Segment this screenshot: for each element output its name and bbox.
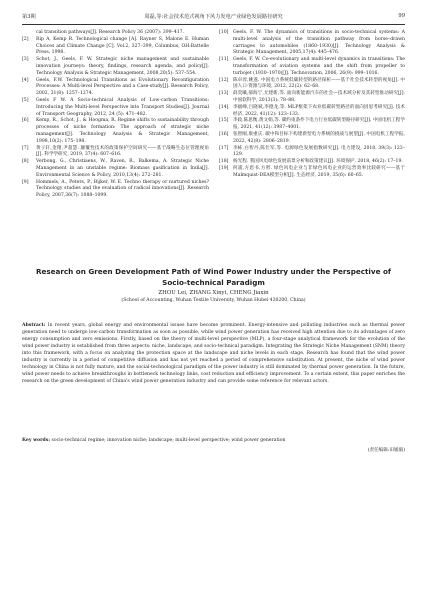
editor-note: (责任编辑:田媛毅): [367, 448, 405, 453]
reference-item: [15] 李政,陈思衡,黄文娟,等. 碳约束条件下电力行业低碳转型路径研究[J]. 中国电机工程学报, 2021, 41(12): 3987–4001.: [219, 118, 405, 131]
paper-title-line-1: Research on Green Development Path of Wind Power Industry under the Perspective of: [35, 267, 392, 276]
reference-item: [3] Schot, J., Geels, F. W. Strategic niche management and sustainable innovation journeys: theory, findings, research agenda, and policy[J]. Technology Analysis & Strategic Management, 2008,20(5): 537–554.: [22, 57, 209, 76]
issue-label: 第3期: [22, 14, 36, 20]
english-title-block: [22, 267, 405, 303]
abstract-label: Abstract:: [22, 323, 46, 328]
keywords-text: socio-technical regime; innovation niche; landscape; multi-level perspective; wind power generation: [51, 438, 286, 443]
abstract: [22, 322, 405, 385]
reference-item: cal transition pathways[J]. Research Policy 36 (2007): 399–417.: [36, 30, 185, 35]
reference-item: [18] 杨光程. 我国风电绿色发展前景分析和政策建议[J]. 环境保护, 2018, 46(2): 17–19.: [219, 159, 403, 165]
reference-item: [6] Kemp, R., Schot, J., & Hoogma, R. Regime shifts to sustainability through processes of niche formation: The approach of strategic niche management[J]. Technology Analysis & Strategic Management, 1998,10(2): 175–198.: [22, 118, 209, 144]
reference-item: [10] Geels, F. W. The dynamics of transitions in socio-technical systems: A multi-level analysis of the transition pathway from horse–drawn carriages to automobiles (1860–1930)[J]. Technology Analysis & Strategic Management, 2005,17(4): 445–476.: [219, 30, 405, 56]
paper-title-line-2: Socio-technical Paradigm: [162, 277, 265, 287]
reference-item: [19] 何浦,方恩书,方智. 绿色风电企业与非绿色风电企业的运营效率比较研究——基于Malmquist-DEA模型分析[J]. 生态经济, 2019, 35(6): 60–65.: [219, 165, 405, 178]
reference-item: [11] Geels, F. W. Co-evolutionary and multi-level dynamics in transitions: The transformation of aviation systems and the shift from propeller to turbojet (1930–1970)[J]. Technovation, 2006, 26(9): 999–1016.: [219, 57, 405, 76]
keywords-label: Key words:: [22, 438, 51, 443]
reference-item: [9] Hommels, A., Peters, P., Bijker, W. E. Techno therapy or nurtured niches? Technology studies and the evaluation of radical innovations[J]. Research Policy, 2007,36(7): 1088–1099.: [22, 179, 209, 199]
reference-item: [16] 张智刚,康重庆. 碳中和目标下构建新型电力系统的挑战与展望[J]. 中国电机工程学报, 2022, 42(8): 2806–2819.: [219, 131, 405, 144]
authors: ZHOU Lei, ZHANG Xinyi, CHENG Jiaxin: [158, 290, 269, 296]
reference-item: [12] 陈卓淳,姚遂. 中国电力系统低碳转型的路径探析——基于社会技术转型的视角[J]. 中国人口·资源与环境, 2012, 22(2): 62–68.: [219, 77, 405, 90]
reference-item: [17] 李栋,白智丹,陈仕军,等. 电源绿色发展指数研究[J]. 电力建设, 2018, 39(3): 123–129.: [219, 145, 405, 158]
affiliation: (School of Accounting, Wuhan Textile University, Wuhan Hubei 430200, China): [121, 298, 306, 303]
references-right-column: [219, 30, 405, 180]
page-number: 99: [398, 13, 405, 19]
reference-item: [13] 薛奕曦,郝海宁,尤建新,等. 面向新能源汽车的社会—技术域分析及其转型推动研究[J]. 中国软科学, 2013(3): 78–88.: [219, 91, 405, 103]
reference-item: [8] Verbong, G., Christiaens, W., Raven, R., Balkema, A. Strategic Niche Management in an unstable regime: Biomass gasification in India[J]. Environmental Science & Policy, 2010,13(4): 272–281.: [22, 159, 209, 178]
running-header: [22, 10, 405, 25]
reference-item: [7] 黄子轩,金翔,尹超慧. 颠覆性技术的政策保护空间研究——基于战略生态位管理视角[J]. 科学学研究, 2019, 37(4): 607–616.: [22, 145, 209, 158]
references-left-column: [22, 30, 209, 200]
abstract-text: In recent years, global energy and environmental issues have become prominent. Energy-intensive and polluting industries such as thermal power generation need to undergo low-carbon transformation as soon as possible, while wind power generation has received high attention due to its advantages of zero energy consumption and zero emissions. Firstly, based on the theory of multi-level perspective (MLP), a four-stage analytical framework for the evolution of the wind power industry is established from three aspects: niche, landscape, and socio-technical paradigm. Integrating the Strategic Niche Management (SNM) theory into this framework, with a focus on analyzing the protection space at the landscape and niche levels in each stage. Research has found that the wind power industry is currently in a period of competitive diffusion and has not yet reached a period of comprehensive substitution. At present, the niche of wind power technology in China is not fully mature, and the social-technological paradigm of the power industry is still dominated by thermal power generation. In the future, wind power needs to achieve breakthroughs in bottleneck technology links, cost reduction and efficiency improvement. To a certain extent, this paper enriches the research on the green development of China's wind power generation industry and can provide some reference for relevant actors.: [22, 323, 405, 384]
running-title: 周磊,等:社会技术范式视角下风力发电产业绿色发展路径研究: [144, 14, 283, 20]
reference-item: [5] Geels F W. A Socio-technical Analysis of Low-carbon Transitions: Introducing the Multi-level Perspective into Transport Studies[J]. Journal of Transport Geography, 2012, 24 (5): 471–482.: [22, 97, 209, 117]
reference-item: [14] 李媛峰,吕晓斌,李德龙,等. MLP框架下农业低碳转型路径的面向因思考研究[J]. 技术经济, 2022, 41(12): 123–133.: [219, 104, 405, 117]
reference-item: [4] Geels, F.W. Technological Transitions as Evolutionary Reconfiguration Processes: A Multi-level Perspective and a Case-study[J]. Research Policy, 2002, 31(8): 1257–1274.: [22, 77, 209, 97]
reference-item: [2] Rip A, Kemp R. Technological change [A]. Rayner S, Malone E. Human Choices and Climate Change [C]. Vol.2, 327–399, Columbus, OH:Battelle Press, 1998.: [22, 36, 209, 56]
keywords: [22, 437, 405, 444]
